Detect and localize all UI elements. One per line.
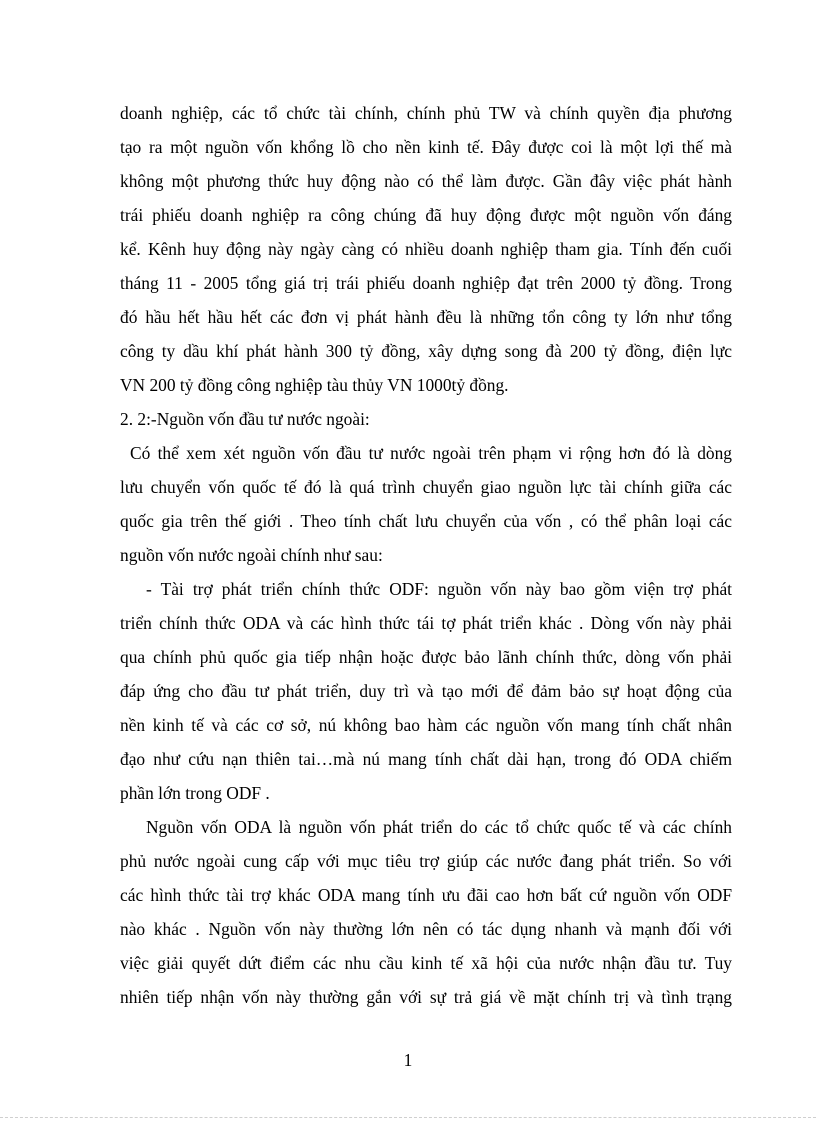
body-text <box>120 96 732 1014</box>
text-line: Có thể xem xét nguồn vốn đầu tư nước ngoài trên phạm vi rộng hơn đó là dòng <box>130 443 732 463</box>
text-line: qua chính phủ quốc gia tiếp nhận hoặc được bảo lãnh chính thức, dòng vốn phải <box>120 647 732 667</box>
section-heading: 2. 2:-Nguồn vốn đầu tư nước ngoài: <box>120 409 370 429</box>
text-line: nào khác . Nguồn vốn này thường lớn nên có tác dụng nhanh và mạnh đối với <box>120 919 732 939</box>
text-line: nhiên tiếp nhận vốn này thường gắn với sự trả giá về mặt chính trị và tình trạng <box>120 987 732 1007</box>
text-line: công ty dầu khí phát hành 300 tỷ đồng, xây dựng song đà 200 tỷ đồng, điện lực <box>120 341 732 361</box>
text-line: Nguồn vốn ODA là nguồn vốn phát triển do các tổ chức quốc tế và các chính <box>146 817 732 837</box>
text-line: các hình thức tài trợ khác ODA mang tính ưu đãi cao hơn bất cứ nguồn vốn ODF <box>120 885 732 905</box>
text-line: đó hầu hết hầu hết các đơn vị phát hành đều là những tổn công ty lớn như tổng <box>120 307 732 327</box>
text-line: tạo ra một nguồn vốn khổng lồ cho nền kinh tế. Đây được coi là một lợi thế mà <box>120 137 732 157</box>
text-line: đáp ứng cho đầu tư phát triển, duy trì và tạo mới để đảm bảo sự hoạt động của <box>120 681 732 701</box>
text-line: tháng 11 - 2005 tổng giá trị trái phiếu doanh nghiệp đạt trên 2000 tỷ đồng. Trong <box>120 273 732 293</box>
text-line: việc giải quyết dứt điểm các nhu cầu kinh tế xã hội của nước nhận đầu tư. Tuy <box>120 953 732 973</box>
text-line: triển chính thức ODA và các hình thức tái tợ phát triển khác . Dòng vốn này phải <box>120 613 732 633</box>
text-line: lưu chuyển vốn quốc tế đó là quá trình chuyển giao nguồn lực tài chính giữa các <box>120 477 732 497</box>
page-bottom-divider <box>0 1117 816 1118</box>
text-line: không một phương thức huy động nào có thể làm được. Gần đây việc phát hành <box>120 171 732 191</box>
text-line: trái phiếu doanh nghiệp ra công chúng đã huy động được một nguồn vốn đáng <box>120 205 732 225</box>
text-line: phủ nước ngoài cung cấp với mục tiêu trợ giúp các nước đang phát triển. So với <box>120 851 732 871</box>
text-line: kể. Kênh huy động này ngày càng có nhiều doanh nghiệp tham gia. Tính đến cuối <box>120 239 732 259</box>
text-line: nguồn vốn nước ngoài chính như sau: <box>120 545 383 565</box>
text-line: quốc gia trên thế giới . Theo tính chất lưu chuyển của vốn , có thể phân loại các <box>120 511 732 531</box>
page-number: 1 <box>403 1050 413 1070</box>
text-line: doanh nghiệp, các tổ chức tài chính, chính phủ TW và chính quyền địa phương <box>120 103 732 123</box>
text-line: nền kinh tế và các cơ sở, nú không bao hàm các nguồn vốn mang tính chất nhân <box>120 715 732 735</box>
text-line: đạo như cứu nạn thiên tai…mà nú mang tính chất dài hạn, trong đó ODA chiếm <box>120 749 732 769</box>
text-line: VN 200 tỷ đồng công nghiệp tàu thủy VN 1000tỷ đồng. <box>120 375 509 395</box>
bullet-item: - Tài trợ phát triển chính thức ODF: nguồn vốn này bao gồm viện trợ phát <box>146 579 732 599</box>
text-line: phần lớn trong ODF . <box>120 783 270 803</box>
